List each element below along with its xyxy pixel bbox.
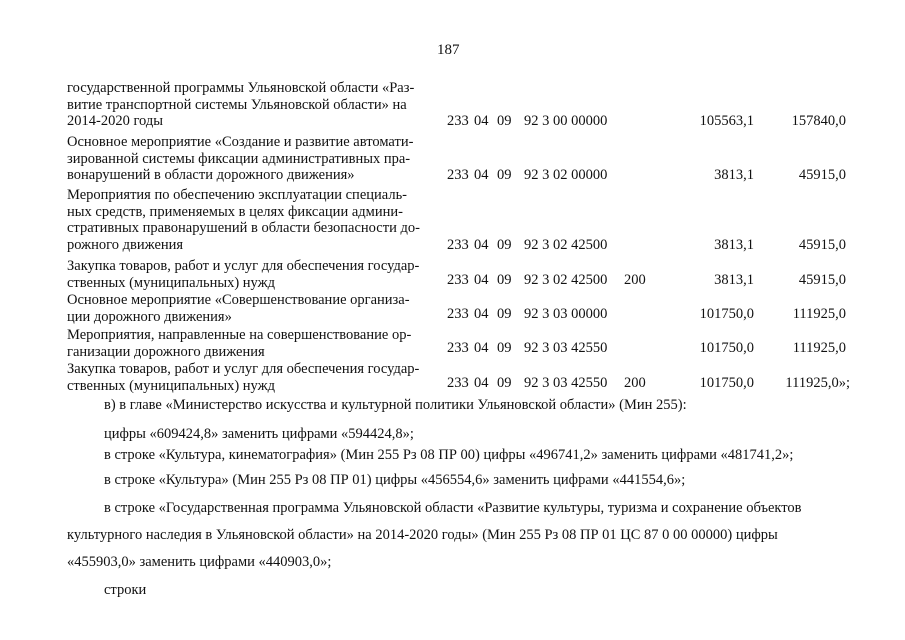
sum-2015: 101750,0 <box>699 375 754 391</box>
sum-2016: 111925,0 <box>792 340 846 356</box>
description-line: рожного движения <box>67 236 184 253</box>
description-line: Закупка товаров, работ и услуг для обеспечения государ- <box>67 258 420 274</box>
code-gr: 233 <box>447 272 469 288</box>
code-gr: 233 <box>447 167 469 183</box>
description-line: ственных (муниципальных) нужд <box>67 377 275 394</box>
code-csr: 92 3 02 42500 <box>524 237 608 253</box>
description-line: Закупка товаров, работ и услуг для обеспечения государ- <box>67 361 420 377</box>
sum-2016: 111925,0»; <box>785 375 850 391</box>
sum-2016: 157840,0 <box>791 113 846 129</box>
code-rz: 04 <box>474 237 489 253</box>
code-csr: 92 3 03 00000 <box>524 306 608 322</box>
description-line: ных средств, применяемых в целях фиксации админи- <box>67 203 403 220</box>
paragraph-replace-total: цифры «609424,8» заменить цифрами «594424,8»; <box>104 426 414 442</box>
sum-2016: 45915,0 <box>798 237 846 253</box>
code-gr: 233 <box>447 340 469 356</box>
description-line: Мероприятия по обеспечению эксплуатации специаль- <box>67 187 408 203</box>
description-line: ганизации дорожного движения <box>67 343 265 360</box>
description-line: Мероприятия, направленные на совершенствование ор- <box>67 327 412 343</box>
code-rz: 04 <box>474 375 489 391</box>
sum-2015: 101750,0 <box>699 340 754 356</box>
sum-2015: 3813,1 <box>714 237 754 253</box>
sum-2015: 105563,1 <box>699 113 754 129</box>
sum-2015: 101750,0 <box>699 306 754 322</box>
code-vr: 200 <box>624 375 646 391</box>
sum-2016: 45915,0 <box>798 272 846 288</box>
code-pr: 09 <box>497 237 512 253</box>
sum-2016: 111925,0 <box>792 306 846 322</box>
code-rz: 04 <box>474 340 489 356</box>
code-gr: 233 <box>447 113 469 129</box>
sum-2016: 45915,0 <box>798 167 846 183</box>
code-pr: 09 <box>497 340 512 356</box>
description-line: Основное мероприятие «Совершенствование организа- <box>67 292 410 308</box>
paragraph-program-line3: «455903,0» заменить цифрами «440903,0»; <box>67 554 332 570</box>
code-csr: 92 3 03 42550 <box>524 375 608 391</box>
code-csr: 92 3 02 00000 <box>524 167 608 183</box>
row-description <box>67 292 439 325</box>
paragraph-replace-culture: в строке «Культура» (Мин 255 Рз 08 ПР 01) цифры «456554,6» заменить цифрами «441554,6»; <box>104 472 686 488</box>
code-pr: 09 <box>497 272 512 288</box>
code-pr: 09 <box>497 167 512 183</box>
code-csr: 92 3 02 42500 <box>524 272 608 288</box>
row-description <box>67 134 439 184</box>
code-rz: 04 <box>474 113 489 129</box>
code-csr: 92 3 00 00000 <box>524 113 608 129</box>
row-description <box>67 361 439 394</box>
paragraph-program-line2: культурного наследия в Ульяновской области» на 2014-2020 годы» (Мин 255 Рз 08 ПР 01 ЦС 87 0 00 00000) цифры <box>67 527 778 543</box>
code-pr: 09 <box>497 375 512 391</box>
description-line: Основное мероприятие «Создание и развитие автомати- <box>67 134 414 150</box>
description-line: зированной системы фиксации административных пра- <box>67 150 411 167</box>
code-pr: 09 <box>497 306 512 322</box>
paragraph-chapter: в) в главе «Министерство искусства и культурной политики Ульяновской области» (Мин 255): <box>104 397 687 413</box>
code-rz: 04 <box>474 272 489 288</box>
row-description <box>67 327 439 360</box>
row-description <box>67 258 439 291</box>
sum-2015: 3813,1 <box>714 272 754 288</box>
description-line: стративных правонарушений в области безопасности до- <box>67 220 420 236</box>
code-gr: 233 <box>447 375 469 391</box>
code-gr: 233 <box>447 237 469 253</box>
paragraph-program-line1: в строке «Государственная программа Ульяновской области «Развитие культуры, туризма и сохранение объектов <box>104 500 802 516</box>
page-number: 187 <box>437 42 460 58</box>
code-rz: 04 <box>474 306 489 322</box>
code-rz: 04 <box>474 167 489 183</box>
code-pr: 09 <box>497 113 512 129</box>
code-gr: 233 <box>447 306 469 322</box>
code-vr: 200 <box>624 272 646 288</box>
description-line: 2014-2020 годы <box>67 113 163 129</box>
row-description <box>67 187 439 253</box>
description-line: ции дорожного движения» <box>67 308 232 325</box>
description-line: ственных (муниципальных) нужд <box>67 274 275 291</box>
row-description <box>67 80 439 130</box>
paragraph-replace-culture-cinema: в строке «Культура, кинематография» (Мин 255 Рз 08 ПР 00) цифры «496741,2» заменить цифрами «481741,2»; <box>104 447 794 463</box>
description-line: вонарушений в области дорожного движения» <box>67 167 355 183</box>
description-line: государственной программы Ульяновской области «Раз- <box>67 80 415 96</box>
code-csr: 92 3 03 42550 <box>524 340 608 356</box>
paragraph-lines: строки <box>104 582 147 598</box>
description-line: витие транспортной системы Ульяновской области» на <box>67 96 407 113</box>
sum-2015: 3813,1 <box>714 167 754 183</box>
